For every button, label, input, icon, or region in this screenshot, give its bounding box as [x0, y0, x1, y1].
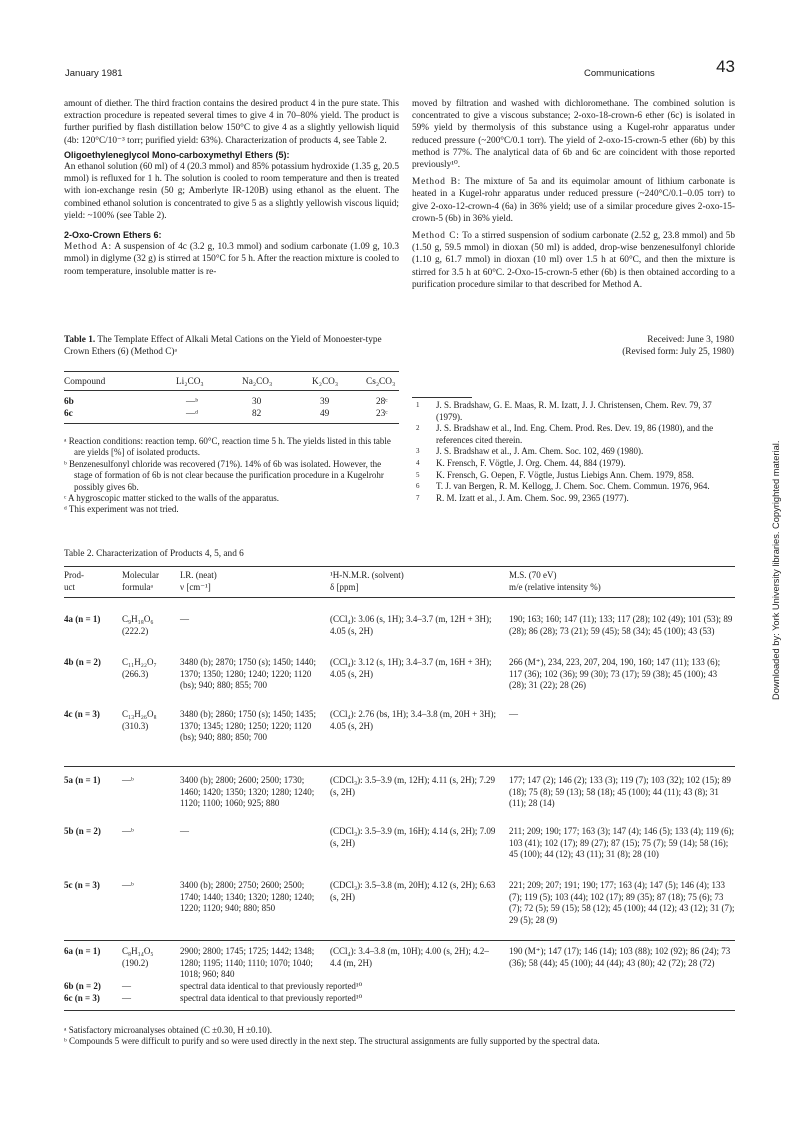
table-cell: 6c (n = 3) — [64, 993, 100, 1003]
method-text: The mixture of 5a and its equimolar amount of lithium carbonate is heated in a Kugel-rohr apparatus under reduced pressure (~240°C/0.1–0.05 torr) to give 2-oxo-12-crown-4 (6a) in 36% yield; use of a similar procedure gives 2-oxo-15-crown-5 (6b) in 36% yield. — [412, 177, 735, 224]
table-cell: 177; 147 (2); 146 (2); 133 (3); 119 (7); 103 (32); 102 (15); 89 (18); 75 (8); 59 (13); 58 (18); 45 (100); 44 (11); 43 (8); 31 (11); 28 (14) — [509, 775, 731, 809]
received-dates — [470, 334, 734, 358]
table-cell: —ᵇ — [186, 397, 199, 407]
table-cell: 266 (M⁺), 234, 223, 207, 204, 190, 160; 147 (11); 133 (6); 117 (36); 102 (36); 99 (30); 73 (17); 59 (38); 45 (100); 43 (28); 31 (22); 28 (26) — [509, 657, 721, 691]
table-footnote: ᵃ Satisfactory microanalyses obtained (C ±0.30, H ±0.10). — [64, 1025, 273, 1035]
table1-notes — [64, 436, 399, 516]
table-cell: 221; 209; 207; 191; 190; 177; 163 (4); 147 (5); 146 (4); 133 (7); 119 (5); 103 (44); 102 (17); 89 (35); 87 (18); 75 (6); 73 (7); 72 (5); 59 (15); 58 (12); 45 (100); 44 (12); 43 (12); 31 (7); 29 (5); 28 (9) — [509, 880, 735, 925]
table-cell: spectral data identical to that previously reported¹⁰ — [180, 981, 363, 991]
table-cell: — — [122, 981, 131, 991]
table2-header-row — [64, 570, 735, 596]
paragraph: amount of diether. The third fraction contains the desired product 4 in the pure state. This extraction procedure is repeated several times to give 4 in 70–80% yield. The product is further purified by flash distillation below 150°C to give 4 as a slightly yellowish liquid (4b: 120°C/10⁻³ torr; purified yield: 63%). Characterization of products 4, see Table 2. — [64, 99, 399, 146]
table-cell: 4a (n = 1) — [64, 614, 101, 624]
left-column — [64, 98, 399, 278]
table-cell: —ᵇ — [122, 826, 134, 836]
table-cell: 6b (n = 2) — [64, 981, 101, 991]
table-cell: — — [509, 709, 518, 719]
table-cell: 211; 209; 190; 177; 163 (3); 147 (4); 146 (5); 133 (4); 119 (6); 103 (41); 102 (17); 89 (27); 87 (15); 75 (7); 59 (14); 58 (16); 45 (100); 44 (12); 43 (11); 31 (8); 28 (10) — [509, 826, 735, 860]
table-cell: 28ᶜ — [376, 397, 388, 407]
received-date: Received: June 3, 1980 — [647, 335, 734, 345]
table2-header: M.S. (70 eV) m/e (relative intensity %) — [509, 570, 601, 592]
table-cell: (CDCl₃): 3.5–3.9 (m, 12H); 4.11 (s, 2H); 7.29 (s, 2H) — [330, 775, 496, 797]
table-cell: 5a (n = 1) — [64, 775, 101, 785]
table-cell: C₁₃H₂₆O₈ (310.3) — [122, 709, 157, 731]
table-cell: — — [180, 614, 189, 624]
paragraph — [64, 241, 399, 278]
table-cell: 5c (n = 3) — [64, 880, 100, 890]
table-cell: 5b (n = 2) — [64, 826, 101, 836]
table2-header: I.R. (neat) ν [cm⁻¹] — [180, 570, 217, 592]
table-cell: — — [180, 826, 189, 836]
table-cell: —ᵇ — [122, 880, 134, 890]
paragraph: An ethanol solution (60 ml) of 4 (20.3 mmol) and 85% potassium hydroxide (1.35 g, 20.5 mmol) is refluxed for 1 h. The solution is cooled to room temperature and then is treated with ion-exchange resin (50 g; Amberlyte IR-120B) using ethanol as the eluent. The combined ethanol solution is concentrated to give 5 as a slightly yellowish viscous liquid; yield: ~100% (see Table 2). — [64, 162, 399, 221]
table-cell: (CCl₄): 3.12 (s, 1H); 3.4–3.7 (m, 16H + 3H); 4.05 (s, 2H) — [330, 657, 492, 679]
table1-header: Compound — [64, 377, 106, 387]
table-cell: 3480 (b); 2870; 1750 (s); 1450; 1440; 1370; 1350; 1280; 1240; 1220; 1120 (bs); 940; 880; 855; 700 — [180, 657, 316, 691]
paragraph — [412, 176, 735, 225]
table-rule — [64, 597, 735, 598]
table-cell: 39 — [320, 397, 330, 407]
table-cell: 23ᶜ — [376, 409, 388, 419]
table-cell: 3400 (b); 2800; 2750; 2600; 2500; 1740; 1440; 1340; 1320; 1280; 1240; 1220; 1120; 940; 880; 850 — [180, 880, 315, 914]
table-cell: 6a (n = 1) — [64, 946, 101, 956]
table-rule — [64, 766, 735, 767]
table-row — [64, 408, 399, 420]
table-cell: — — [122, 993, 131, 1003]
reference: 6 T. J. van Bergen, R. M. Kellogg, J. Chem. Soc. Chem. Commun. 1976, 964. — [416, 481, 710, 492]
paragraph: moved by filtration and washed with dichloromethane. The combined solution is concentrated to give a viscous substance; 2-oxo-18-crown-6 ether (6c) is isolated in 59% yield by thermolysis of this substance using a Kugel-rohr apparatus under reduced pressure (~200°C/0.1 torr). The yield of 2-oxo-15-crown-5 ether (6b) by this method is 77%. The analytical data of 6b and 6c are coincident with those reported previously¹⁰. — [412, 99, 735, 171]
section-title: Communications — [584, 68, 655, 79]
table-note: ᶜ A hygroscopic matter sticked to the walls of the apparatus. — [64, 493, 279, 504]
table-cell: 3400 (b); 2800; 2600; 2500; 1730; 1460; 1420; 1350; 1320; 1280; 1240; 1120; 1100; 1060; 925; 880 — [180, 775, 315, 809]
table-cell: (CCl₄): 3.4–3.8 (m, 10H); 4.00 (s, 2H); 4.2–4.4 (m, 2H) — [330, 946, 489, 968]
table-rule — [64, 390, 399, 391]
table-cell: (CCl₄): 2.76 (bs, 1H); 3.4–3.8 (m, 20H + 3H); 4.05 (s, 2H) — [330, 709, 496, 731]
section-heading: 2-Oxo-Crown Ethers 6: — [64, 230, 162, 241]
reference: 2 J. S. Bradshaw et al., Ind. Eng. Chem. Prod. Res. Dev. 19, 86 (1980), and the references cited therein. — [416, 423, 714, 445]
table-cell: 2900; 2800; 1745; 1725; 1442; 1348; 1280; 1195; 1140; 1110; 1070; 1040; 1018; 960; 840 — [180, 946, 315, 980]
table-cell: C₉H₁₈O₆ (222.2) — [122, 614, 154, 636]
issue-date: January 1981 — [65, 68, 123, 79]
revised-date: (Revised form: July 25, 1980) — [622, 347, 734, 358]
table-cell: 190; 163; 160; 147 (11); 133; 117 (28); 102 (49); 101 (53); 89 (28); 86 (28); 73 (21); 59 (45); 58 (34); 45 (100); 43 (53) — [509, 614, 733, 636]
table-cell: 49 — [320, 409, 330, 419]
table2-header: Molecular formulaᵃ — [122, 570, 159, 592]
table-rule — [64, 566, 735, 567]
table-rule — [64, 371, 399, 372]
table-cell: C₁₁H₂₂O₇ (266.3) — [122, 657, 157, 679]
page-number: 43 — [716, 57, 735, 76]
references — [412, 400, 735, 504]
method-label: Method C: — [412, 231, 460, 242]
table1-caption-text: The Template Effect of Alkali Metal Cations on the Yield of Monoester-type Crown Ethers (6) (Method C)ᵃ — [64, 335, 382, 358]
table2-header: ¹H-N.M.R. (solvent) δ [ppm] — [330, 570, 404, 592]
table-note: ᵇ Benzenesulfonyl chloride was recovered (71%). 14% of 6b was isolated. However, the stage of formation of 6b is not clear because the purification procedure in a Kugelrohr possibly gives 6b. — [64, 458, 384, 492]
table1-header: K₂CO₃ — [312, 377, 339, 387]
method-text: To a stirred suspension of sodium carbonate (2.52 g, 23.8 mmol) and 5b (1.50 g, 59.5 mmol) in dioxan (50 ml) is added, drop-wise benzenesulfonyl chloride (1.10 g, 61.7 mmol) in dioxan (10 ml) over 1.5 h at 60°C, and then the mixture is stirred for 3.5 h at 60°C. 2-Oxo-15-crown-5 ether (6b) is then obtained according to a purification procedure similar to that described for Method A. — [412, 231, 736, 290]
table-cell: —ᵇ — [122, 775, 134, 785]
table1-header: Li₂CO₃ — [176, 377, 204, 387]
table-note: ᵈ This experiment was not tried. — [64, 504, 179, 515]
table-footnote: ᵇ Compounds 5 were difficult to purify and so were used directly in the next step. The structural assignments are fully supported by the spectral data. — [64, 1036, 600, 1047]
references-rule — [412, 397, 472, 398]
paragraph — [412, 230, 735, 291]
table2-header: Prod- uct — [64, 570, 84, 592]
table-rule — [64, 940, 735, 941]
table-rule — [64, 1010, 735, 1011]
method-text: A suspension of 4c (3.2 g, 10.3 mmol) and sodium carbonate (1.09 g, 10.3 mmol) in diglyme (32 g) is stirred at 150°C for 5 h. After the reaction mixture is cooled to room temperature, insoluble matter is re- — [64, 242, 400, 277]
table-cell: —ᵈ — [186, 409, 199, 419]
table-cell: 3480 (b); 2860; 1750 (s); 1450; 1435; 1370; 1345; 1280; 1250; 1220; 1120 (bs); 940; 880; 850; 700 — [180, 709, 316, 743]
section-heading: Oligoethyleneglycol Mono-carboxymethyl Ethers (5): — [64, 149, 290, 160]
reference: 4 K. Frensch, F. Vögtle, J. Org. Chem. 44, 884 (1979). — [416, 457, 626, 468]
table-cell: 82 — [252, 409, 262, 419]
reference: 5 K. Frensch, G. Oepen, F. Vögtle, Justus Liebigs Ann. Chem. 1979, 858. — [416, 469, 694, 480]
method-label: Method B: — [412, 177, 462, 188]
table-row — [64, 396, 399, 408]
table-cell: 4b (n = 2) — [64, 657, 101, 667]
right-column — [412, 98, 735, 291]
table-cell: (CDCl₃): 3.5–3.9 (m, 16H); 4.14 (s, 2H); 7.09 (s, 2H) — [330, 826, 496, 848]
table1-header-row — [64, 376, 399, 388]
reference: 7 R. M. Izatt et al., J. Am. Chem. Soc. 99, 2365 (1977). — [416, 492, 629, 503]
table1-caption — [64, 334, 399, 358]
table-rule — [64, 423, 399, 424]
table1-header: Cs₂CO₃ — [366, 377, 396, 387]
table-cell: 190 (M⁺); 147 (17); 146 (14); 103 (88); 102 (92); 86 (24); 73 (36); 58 (44); 45 (100); 44 (44); 43 (80); 42 (72); 28 (72) — [509, 946, 731, 968]
table-cell: spectral data identical to that previously reported¹⁰ — [180, 993, 363, 1003]
table1-label: Table 1. — [64, 335, 96, 345]
table2-caption: Table 2. Characterization of Products 4, 5, and 6 — [64, 549, 244, 559]
reference: 3 J. S. Bradshaw et al., J. Am. Chem. Soc. 102, 469 (1980). — [416, 446, 644, 457]
table-cell: 6c — [64, 409, 73, 419]
table2-footnotes — [64, 1025, 735, 1048]
download-watermark: Downloaded by: York University libraries. Copyrighted material. — [771, 440, 781, 700]
page-header — [65, 57, 735, 82]
table-cell: C₈H₁₄O₅ (190.2) — [122, 946, 154, 968]
table-cell: 6b — [64, 397, 74, 407]
table-cell: (CCl₄): 3.06 (s, 1H); 3.4–3.7 (m, 12H + 3H); 4.05 (s, 2H) — [330, 614, 492, 636]
table1-header: Na₂CO₃ — [242, 377, 273, 387]
table-cell: 30 — [252, 397, 262, 407]
table-cell: (CDCl₃): 3.5–3.8 (m, 20H); 4.12 (s, 2H); 6.63 (s, 2H) — [330, 880, 496, 902]
reference: 1 J. S. Bradshaw, G. E. Maas, R. M. Izatt, J. J. Christensen, Chem. Rev. 79, 37 (1979). — [416, 400, 712, 422]
table-cell: 4c (n = 3) — [64, 709, 100, 719]
method-label: Method A: — [64, 242, 112, 253]
table-note: ᵃ Reaction conditions: reaction temp. 60°C, reaction time 5 h. The yields listed in this table are yields [%] of isolated products. — [64, 436, 391, 458]
